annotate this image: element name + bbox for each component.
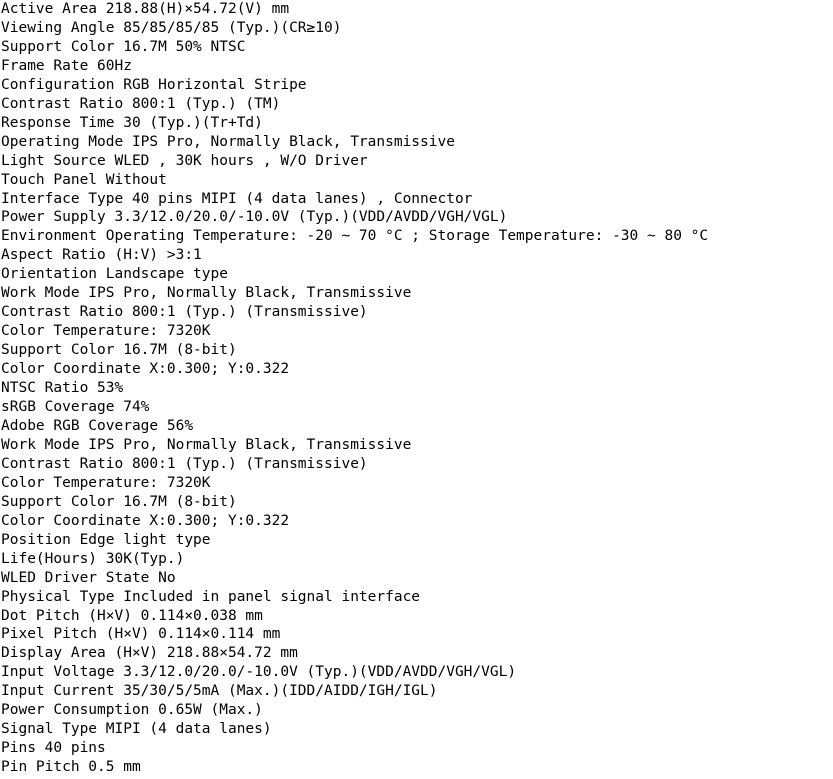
spec-line: Pin Pitch 0.5 mm: [1, 759, 141, 776]
spec-line: Input Voltage 3.3/12.0/20.0/-10.0V (Typ.)(VDD/AVDD/VGH/VGL): [1, 664, 517, 681]
spec-line: WLED Driver State No: [1, 569, 176, 586]
spec-line: Work Mode IPS Pro, Normally Black, Transmissive: [1, 285, 412, 302]
spec-line: Operating Mode IPS Pro, Normally Black, Transmissive: [1, 133, 455, 150]
spec-line: Configuration RGB Horizontal Stripe: [1, 76, 307, 93]
spec-line: Response Time 30 (Typ.)(Tr+Td): [1, 114, 263, 131]
spec-line: Input Current 35/30/5/5mA (Max.)(IDD/AIDD/IGH/IGL): [1, 683, 438, 700]
spec-line: Orientation Landscape type: [1, 266, 228, 283]
spec-line: Display Area (H×V) 218.88×54.72 mm: [1, 645, 298, 662]
spec-line: Support Color 16.7M (8-bit): [1, 493, 237, 510]
spec-line: Color Coordinate X:0.300; Y:0.322: [1, 361, 290, 378]
spec-line: Contrast Ratio 800:1 (Typ.) (Transmissive): [1, 455, 368, 472]
spec-line: Color Temperature: 7320K: [1, 474, 211, 491]
spec-line: Adobe RGB Coverage 56%: [1, 417, 194, 434]
spec-line: Support Color 16.7M (8-bit): [1, 342, 237, 359]
spec-line: Signal Type MIPI (4 data lanes): [1, 721, 272, 738]
spec-line: Color Temperature: 7320K: [1, 323, 211, 340]
spec-line: Environment Operating Temperature: -20 ~ 70 °C ; Storage Temperature: -30 ~ 80 °C: [1, 228, 709, 245]
spec-line: Active Area 218.88(H)×54.72(V) mm: [1, 1, 290, 17]
spec-line: Power Consumption 0.65W (Max.): [1, 702, 263, 719]
spec-line: Pixel Pitch (H×V) 0.114×0.114 mm: [1, 626, 281, 643]
spec-line: sRGB Coverage 74%: [1, 399, 150, 416]
spec-line: Light Source WLED , 30K hours , W/O Driver: [1, 152, 368, 169]
spec-line: Dot Pitch (H×V) 0.114×0.038 mm: [1, 607, 263, 624]
spec-line: Color Coordinate X:0.300; Y:0.322: [1, 512, 290, 529]
spec-line: Touch Panel Without: [1, 171, 167, 188]
spec-line: Physical Type Included in panel signal interface: [1, 588, 421, 605]
spec-line: Power Supply 3.3/12.0/20.0/-10.0V (Typ.)(VDD/AVDD/VGH/VGL): [1, 209, 508, 226]
spec-line: Life(Hours) 30K(Typ.): [1, 550, 185, 567]
spec-line: Frame Rate 60Hz: [1, 57, 132, 74]
spec-line: NTSC Ratio 53%: [1, 380, 124, 397]
spec-line: Contrast Ratio 800:1 (Typ.) (Transmissive): [1, 304, 368, 321]
spec-line: Interface Type 40 pins MIPI (4 data lanes) , Connector: [1, 190, 473, 207]
spec-line: Viewing Angle 85/85/85/85 (Typ.)(CR≥10): [1, 19, 342, 36]
spec-line: Aspect Ratio (H:V) >3:1: [1, 247, 202, 264]
spec-line: Pins 40 pins: [1, 740, 106, 757]
spec-line: Support Color 16.7M 50% NTSC: [1, 38, 246, 55]
spec-line: Contrast Ratio 800:1 (Typ.) (TM): [1, 95, 281, 112]
spec-line: Position Edge light type: [1, 531, 211, 548]
spec-line: Work Mode IPS Pro, Normally Black, Transmissive: [1, 436, 412, 453]
